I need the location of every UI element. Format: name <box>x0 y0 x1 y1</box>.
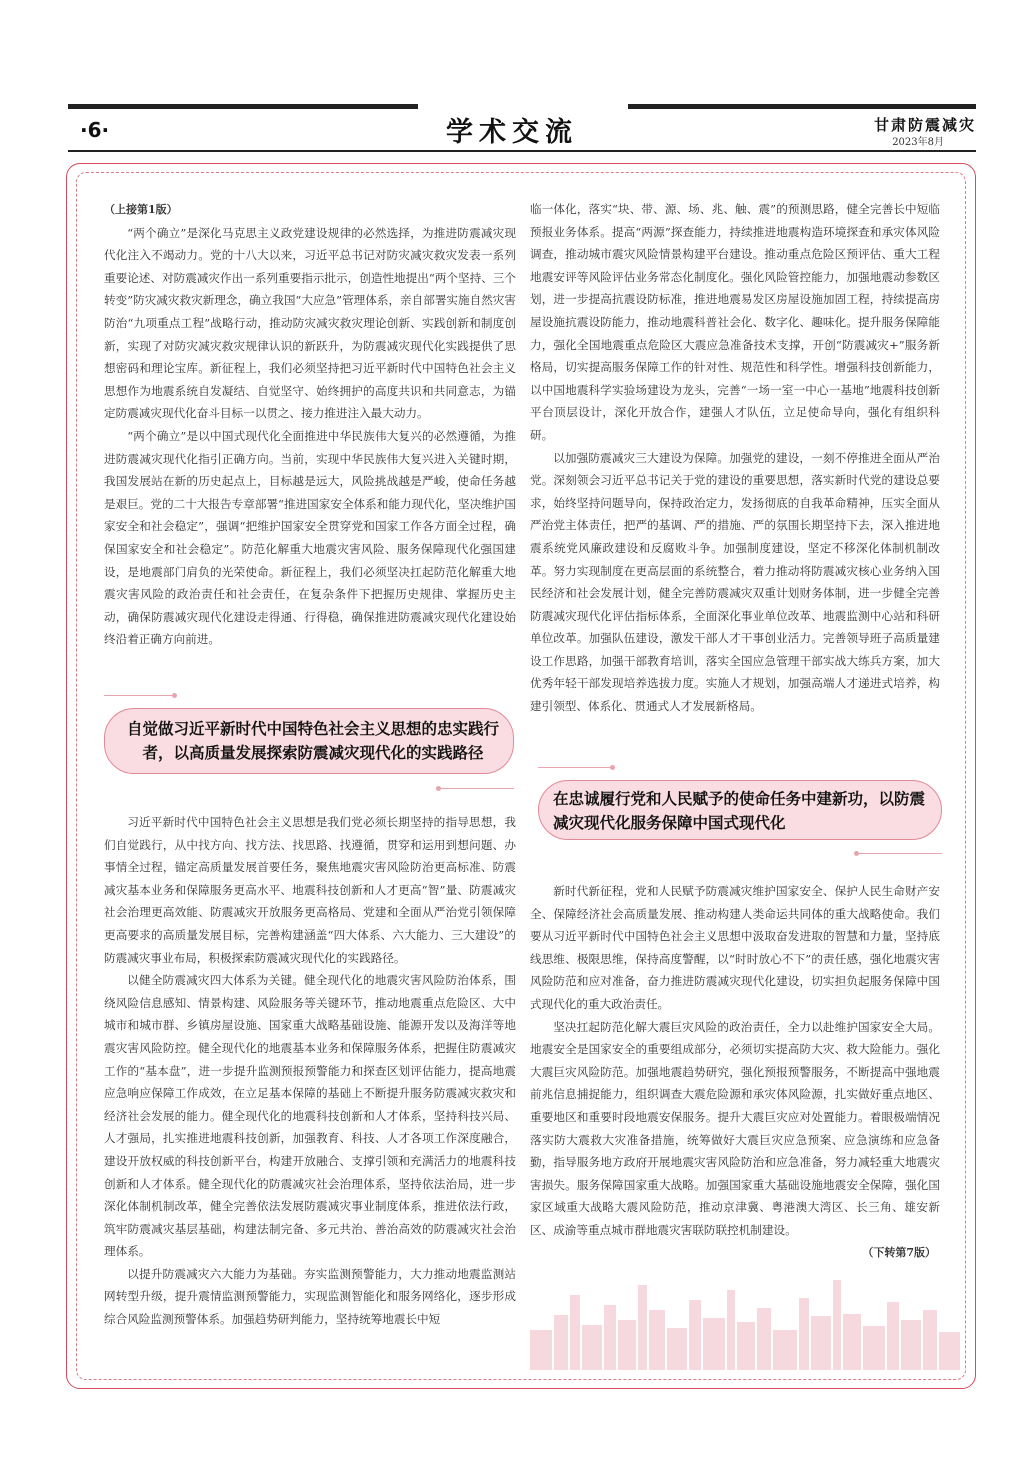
decorative-line <box>104 695 174 696</box>
right-column-bottom <box>530 880 940 1264</box>
page-number: ·6· <box>80 118 110 142</box>
header-rule-left <box>68 104 418 109</box>
section-title: 学术交流 <box>446 117 578 148</box>
decorative-line <box>538 767 612 768</box>
city-skyline-decoration <box>530 1270 960 1370</box>
left-column-top <box>104 198 516 651</box>
publication-name: 甘肃防震减灾 <box>873 116 976 134</box>
continued-from-text: （上接第1版） <box>104 203 178 216</box>
paragraph: “两个确立”是深化马克思主义政党建设规律的必然选择，为推进防震减灾现代化注入不竭动力。党的十八大以来，习近平总书记对防灾减灾救灾发表一系列重要论述、对防震减灾作出一系列重要指示批示，创造性地提出“两个坚持、三个转变”防灾减灾救灾新理念，确立我国“大应急”管理体系，亲自部署实施自然灾害防治“九项重点工程”战略行动，推动防灾减灾救灾理论创新、实践创新和制度创新，实现了对防灾减灾救灾规律认识的新跃升，为防震减灾现代化实践提供了思想密码和理论宝库。新征程上，我们必须坚持把习近平新时代中国特色社会主义思想作为地震系统自发凝结、自觉坚守、始终拥护的高度共识和共同意志，为锚定防震减灾现代化奋斗目标一以贯之、接力推进注入最大动力。 <box>104 225 516 421</box>
decorative-line <box>440 788 514 789</box>
decorative-dot <box>436 786 441 791</box>
right-column-top <box>530 198 940 718</box>
paragraph: “两个确立”是以中国式现代化全面推进中华民族伟大复兴的必然遵循，为推进防震减灾现代化指引正确方向。当前，实现中华民族伟大复兴进入关键时期，我国发展站在新的历史起点上，目标越是远大，风险挑战越是严峻，使命任务越是艰巨。党的二十大报告专章部署“推进国家安全体系和能力现代化，坚决维护国家安全和社会稳定”，强调“把维护国家安全贯穿党和国家工作各方面全过程，确保国家安全和社会稳定”。防范化解重大地震灾害风险、服务保障现代化强国建设，是地震部门肩负的光荣使命。新征程上，我们必须坚决扛起防范化解重大地震灾害风险的政治责任和社会责任，在复杂条件下把握历史规律、掌握历史主动，确保防震减灾现代化建设走得通、行得稳，确保推进防震减灾现代化建设始终沿着正确方向前进。 <box>104 428 516 647</box>
decorative-dot <box>610 765 615 770</box>
paragraph: 临一体化，落实“块、带、源、场、兆、触、震”的预测思路，健全完善长中短临预报业务体系。提高“两源”探查能力，持续推进地震构造环境探查和承灾体风险调查，推动城市震灾风险情景构建平台建设。推动重点危险区预评估、重大工程地震安评等风险评估业务常态化制度化。强化风险管控能力，加强地震动参数区划，进一步提高抗震设防标准，推进地震易发区房屋设施加固工程，持续提高房屋设施抗震设防能力，推动地震科普社会化、数字化、趣味化。提升服务保障能力，强化全国地震重点危险区大震应急准备技术支撑，开创“防震减灾+”服务新格局，切实提高服务保障工作的针对性、规范性和科学性。增强科技创新能力，以中国地震科学实验场建设为龙头，完善“一场一室一中心一基地”地震科技创新平台顶层设计，深化开放合作，建强人才队伍，立足使命导向，强化有组织科研。 <box>530 202 940 442</box>
decorative-dot <box>172 693 177 698</box>
paragraph: 习近平新时代中国特色社会主义思想是我们党必须长期坚持的指导思想，我们自觉践行，从中找方向、找方法、找思路、找遵循，贯穿和运用到想问题、办事情全过程，锚定高质量发展首要任务，聚焦地震灾害风险防治更高标准、防震减灾基本业务和保障服务更高水平、地震科技创新和人才更高“智”量、防震减灾社会治理更高效能、防震减灾开放服务更高格局、党建和全面从严治党引领保障更高要求的高质量发展目标，完善构建涵盖“四大体系、六大能力、三大建设”的防震减灾事业布局，积极探索防震减灾现代化的实践路径。 <box>104 815 516 965</box>
left-column-bottom <box>104 811 516 1331</box>
paragraph: 坚决扛起防范化解大震巨灾风险的政治责任，全力以赴维护国家安全大局。地震安全是国家安全的重要组成部分，必须切实提高防大灾、救大险能力。强化大震巨灾风险防范。加强地震趋势研究，强化预报预警服务，不断提高中强地震前兆信息捕捉能力，组织调查大震危险源和承灾体风险源，扎实做好重点地区、重要地区和重要时段地震安保服务。提升大震巨灾应对处置能力。着眼极端情况落实防大震救大灾准备措施，统筹做好大震巨灾应急预案、应急演练和应急备勤，指导服务地方政府开展地震灾害风险防治和应急准备，努力减轻重大地震灾害损失。服务保障国家重大战略。加强国家重大基础设施地震安全保障，强化国家区域重大战略大震风险防范，推动京津冀、粤港澳大湾区、长三角、雄安新区、成渝等重点城市群地震灾害联防联控机制建设。 <box>530 1019 940 1237</box>
paragraph: 以健全防震减灾四大体系为关键。健全现代化的地震灾害风险防治体系，围绕风险信息感知、情景构建、风险服务等关键环节，推动地震重点危险区、大中城市和城市群、乡镇房屋设施、国家重大战略基础设施、能源开发以及海洋等地震灾害风险防控。健全现代化的地震基本业务和保障服务体系，把握住防震减灾工作的“基本盘”，进一步提升监测预报预警能力和探查区划评估能力，提高地震应急响应保障工作成效，在立足基本保障的基础上不断提升服务防震减灾救灾和经济社会发展的能力。健全现代化的地震科技创新和人才体系，坚持科技兴局、人才强局，扎实推进地震科技创新，加强教育、科技、人才各项工作深度融合，建设开放权威的科技创新平台，构建开放融合、支撑引领和充满活力的地震科技创新和人才体系。健全现代化的防震减灾社会治理体系，坚持依法治局，进一步深化体制机制改革，健全完善依法发展防震减灾事业制度体系，推进依法行政，筑牢防震减灾基层基础，构建法制完备、多元共治、善治高效的防震减灾社会治理体系。 <box>104 973 516 1259</box>
publication-date: 2023年8月 <box>892 137 944 148</box>
continued-from-label <box>104 198 516 222</box>
paragraph: 以提升防震减灾六大能力为基础。夯实监测预警能力，大力推动地震监测站网转型升级，提升震情监测预警能力，实现监测智能化和服务网络化，逐步形成综合风险监测预警体系。加强趋势研判能力，坚持统筹地震长中短 <box>104 1266 516 1327</box>
continued-to-label: （下转第7版） <box>862 1245 936 1259</box>
section-heading-right: 在忠诚履行党和人民赋予的使命任务中建新功，以防震减灾现代化服务保障中国式现代化 <box>538 780 942 840</box>
paragraph: 以加强防震减灾三大建设为保障。加强党的建设，一刻不停推进全面从严治党。深刻领会习近平总书记关于党的建设的重要思想，落实新时代党的建设总要求，始终坚持问题导向，保持政治定力，发扬彻底的自我革命精神，压实全面从严治党主体责任，把严的基调、严的措施、严的氛围长期坚持下去，深入推进地震系统党风廉政建设和反腐败斗争。加强制度建设，坚定不移深化体制机制改革。努力实现制度在更高层面的系统整合，着力推动将防震减灾核心业务纳入国民经济和社会发展计划，健全完善防震减灾双重计划财务体制，进一步健全完善防震减灾现代化评估指标体系，全面深化事业单位改革、地震监测中心站和科研单位改革。加强队伍建设，激发干部人才干事创业活力。完善领导班子高质量建设工作思路，加强干部教育培训，落实全国应急管理干部实战大练兵方案，加大优秀年轻干部发现培养选拔力度。实施人才规划，加强高端人才递进式培养，构建引领型、体系化、贯通式人才发展新格局。 <box>530 450 940 714</box>
decorative-line <box>858 853 942 854</box>
header-rule-bottom <box>68 150 976 152</box>
paragraph: 新时代新征程，党和人民赋予防震减灾维护国家安全、保护人民生命财产安全、保障经济社会高质量发展、推动构建人类命运共同体的重大战略使命。我们要从习近平新时代中国特色社会主义思想中汲取奋发进取的智慧和力量，坚持底线思维、极限思维，保持高度警醒，以“时时放心不下”的责任感，强化地震灾害风险防范和应对准备，奋力推进防震减灾现代化建设，切实担负起服务保障中国式现代化的重大政治责任。 <box>530 884 940 1011</box>
header-rule-right <box>628 104 976 109</box>
decorative-dot <box>854 851 859 856</box>
section-heading-left: 自觉做习近平新时代中国特色社会主义思想的忠实践行者，以高质量发展探索防震减灾现代化的实践路径 <box>104 708 514 774</box>
